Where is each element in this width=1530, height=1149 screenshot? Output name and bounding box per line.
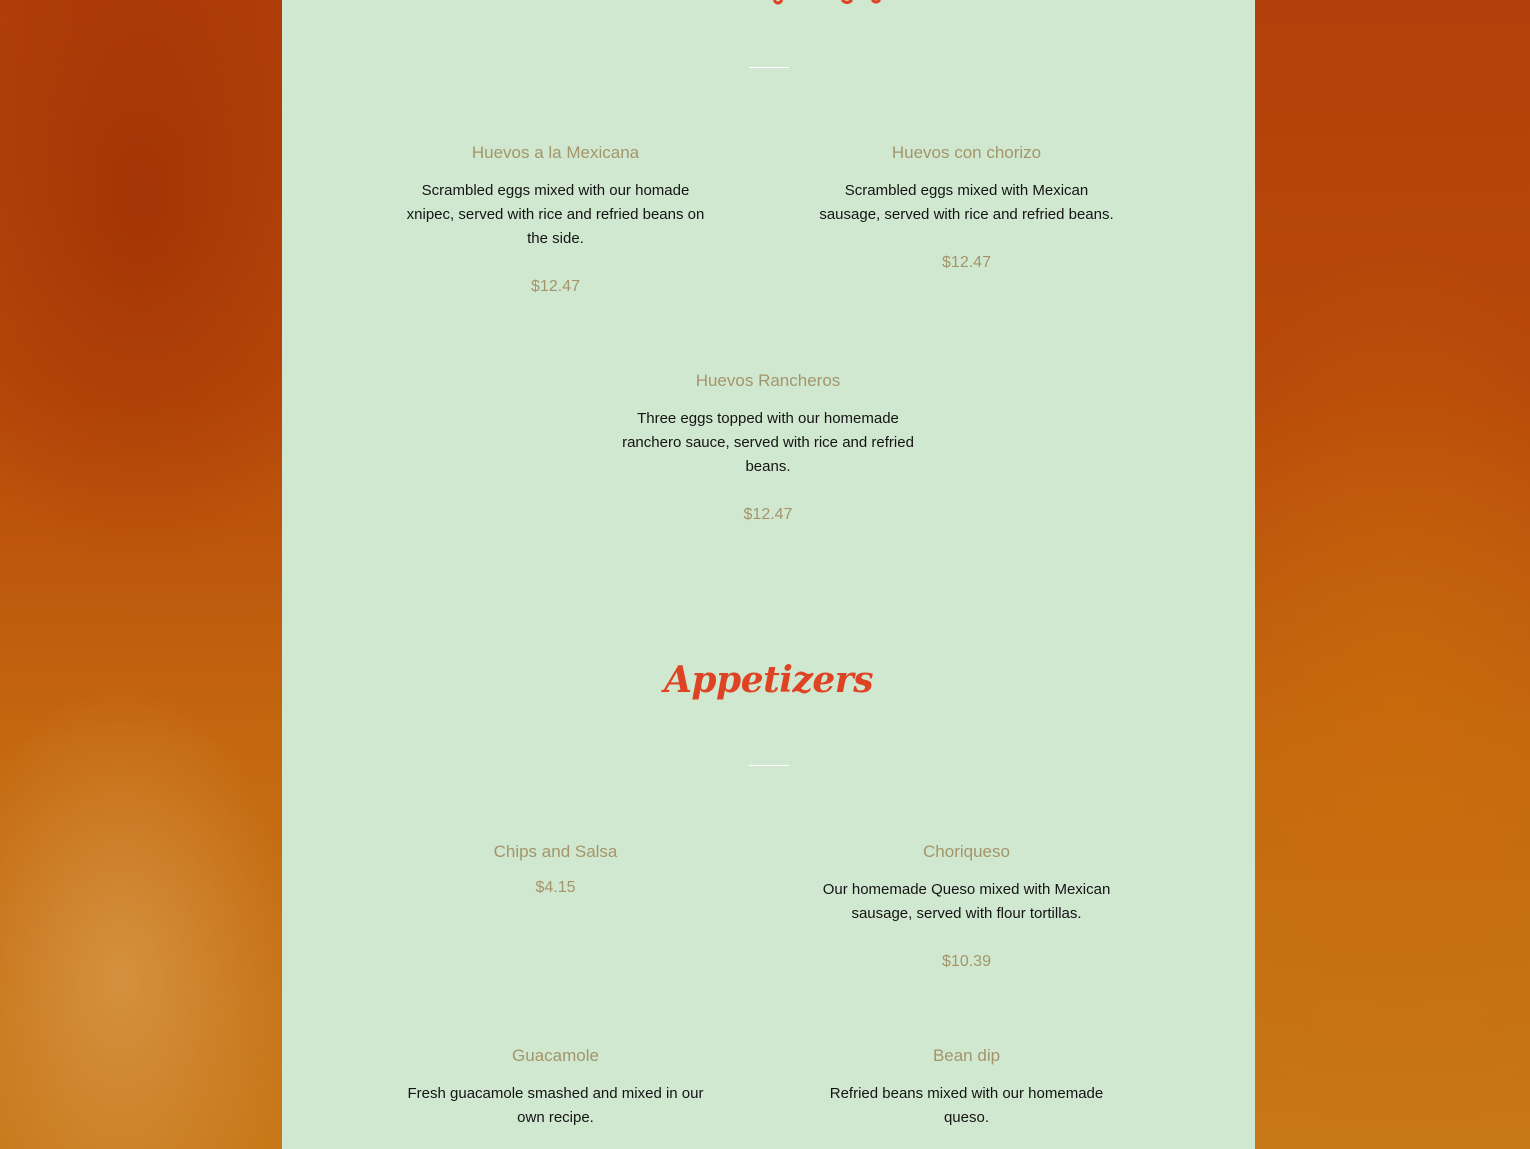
item-price: $12.47 [942,254,991,271]
item-name: Chips and Salsa [493,842,618,861]
section-divider-appetizers [749,765,789,766]
item-description: Fresh guacamole smashed and mixed in our own recipe. [407,1085,704,1126]
item-name: Guacamole [512,1046,599,1065]
item-name: Choriqueso [923,842,1010,861]
section-divider-top [749,67,789,68]
item-name: Huevos con chorizo [891,143,1042,162]
item-price: $12.47 [531,278,580,295]
item-name: Bean dip [932,1046,1001,1065]
item-description: Our homemade Queso mixed with Mexican sausage, served with flour tortillas. [822,881,1111,922]
item-name: Huevos Rancheros [695,371,841,390]
menu-item-chips-salsa [404,842,707,898]
menu-item-huevos-rancheros [618,371,918,525]
section-title-appetizers: Appetizers [663,659,874,701]
menu-item-huevos-mexicana [404,143,707,297]
menu-item-guacamole [404,1046,707,1149]
section-title-cropped-glyphs [752,0,912,8]
item-price: $12.47 [743,506,793,523]
menu-item-huevos-chorizo [814,143,1119,273]
item-description: Refried beans mixed with our homemade queso. [829,1085,1104,1126]
item-price: $10.39 [942,953,991,970]
menu-item-bean-dip [814,1046,1119,1149]
menu-item-choriqueso [814,842,1119,972]
menu-panel [282,0,1255,1149]
item-name: Huevos a la Mexicana [471,143,640,162]
item-description: Three eggs topped with our homemade ranchero sauce, served with rice and refried beans. [622,410,914,475]
item-description: Scrambled eggs mixed with our homade xnipec, served with rice and refried beans on the side. [406,182,705,247]
item-price: $4.15 [535,879,576,896]
item-description: Scrambled eggs mixed with Mexican sausage, served with rice and refried beans. [819,182,1114,223]
